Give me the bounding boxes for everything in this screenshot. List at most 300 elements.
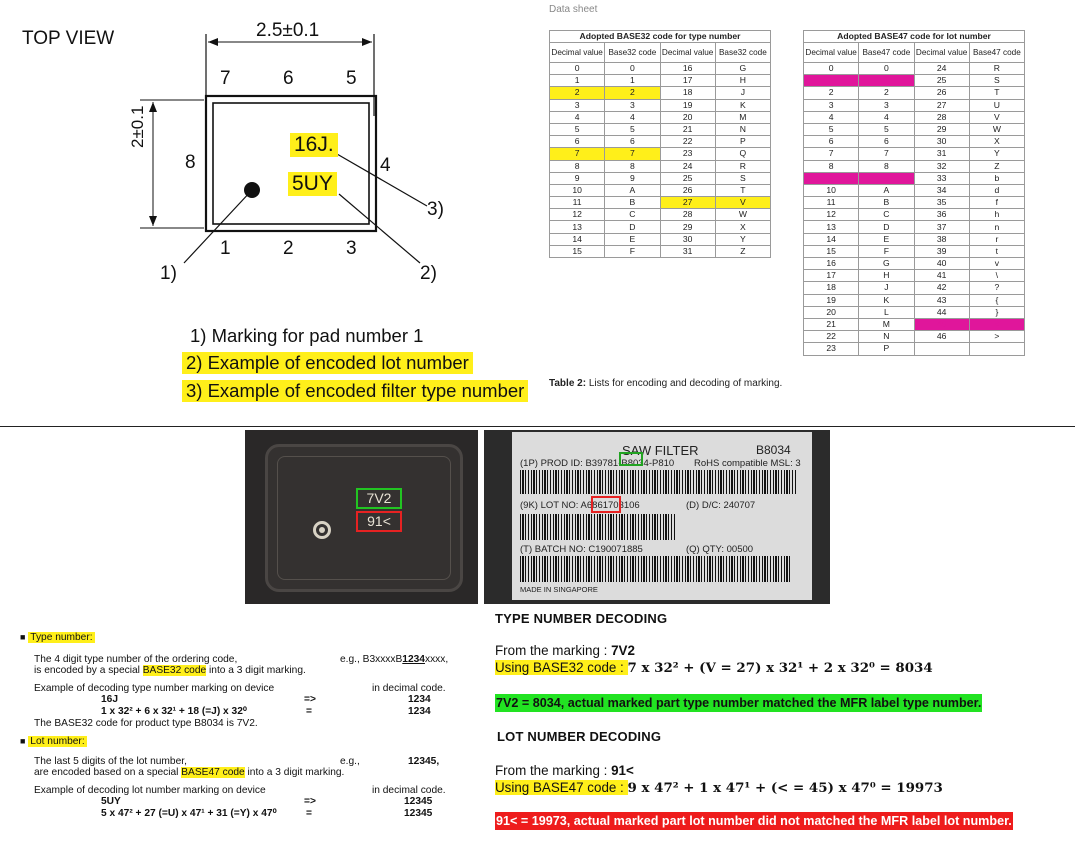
table-row bbox=[550, 245, 771, 257]
table-caption-text: Lists for encoding and decoding of marking. bbox=[586, 378, 783, 389]
table-cell: 44 bbox=[914, 306, 969, 318]
table-cell: 38 bbox=[914, 233, 969, 245]
table-cell: H bbox=[715, 75, 770, 87]
table-cell: 13 bbox=[804, 221, 859, 233]
table-cell: d bbox=[969, 184, 1024, 196]
table-cell: 15 bbox=[804, 245, 859, 257]
type-formula: 1 x 32² + 6 x 32¹ + 18 (=J) x 32⁰ bbox=[101, 706, 247, 717]
table-cell: 32 bbox=[914, 160, 969, 172]
col-header: Base32 code bbox=[715, 43, 770, 63]
type-desc-2a: is encoded by a special bbox=[34, 665, 143, 676]
table-cell: V bbox=[969, 111, 1024, 123]
table-cell: 1 bbox=[605, 75, 660, 87]
type-desc-2b: BASE32 code bbox=[142, 665, 207, 676]
lot-result-banner: 91< = 19973, actual marked part lot number did not matched the MFR label lot number. bbox=[496, 814, 1012, 828]
table-cell: P bbox=[715, 136, 770, 148]
table-cell: S bbox=[715, 172, 770, 184]
table-cell: 5 bbox=[804, 123, 859, 135]
pin1-marker-icon bbox=[313, 521, 331, 539]
pad-4-label: 4 bbox=[380, 155, 391, 176]
table-cell: 31 bbox=[914, 148, 969, 160]
table-cell: B bbox=[605, 197, 660, 209]
type-heading: Type number: bbox=[30, 632, 93, 643]
bullet-icon: ■ bbox=[20, 632, 26, 642]
table-cell: 16 bbox=[660, 63, 715, 75]
table-cell: 23 bbox=[660, 148, 715, 160]
table-cell: J bbox=[715, 87, 770, 99]
table-cell: 9 bbox=[550, 172, 605, 184]
type-using bbox=[495, 660, 933, 676]
type-highlight-box bbox=[619, 452, 643, 466]
table-row bbox=[804, 172, 1025, 184]
marking-type-example: 16J. bbox=[290, 133, 338, 157]
pad-6-label: 6 bbox=[283, 68, 294, 89]
table-cell: \ bbox=[969, 270, 1024, 282]
type-heading-row bbox=[20, 632, 95, 644]
callout-2: 2) bbox=[420, 263, 437, 284]
lot-desc-1: The last 5 digits of the lot number, bbox=[34, 756, 187, 767]
table-cell: 27 bbox=[660, 197, 715, 209]
table-cell: 25 bbox=[660, 172, 715, 184]
table-cell: M bbox=[715, 111, 770, 123]
table-cell: < bbox=[969, 318, 1024, 330]
type-number-section bbox=[20, 632, 470, 732]
table-cell: W bbox=[969, 123, 1024, 135]
table-row bbox=[550, 233, 771, 245]
table-cell: 42 bbox=[914, 282, 969, 294]
table-cell: 19 bbox=[660, 99, 715, 111]
table-caption-label: Table 2: bbox=[549, 378, 587, 389]
lot-arrow: => bbox=[304, 796, 316, 807]
table-cell: 1 bbox=[804, 75, 859, 87]
table-cell: 6 bbox=[804, 136, 859, 148]
barcode-prod bbox=[520, 470, 796, 494]
table-cell: R bbox=[715, 160, 770, 172]
col-header: Decimal value bbox=[660, 43, 715, 63]
type-example-code bbox=[340, 654, 448, 666]
label-photo bbox=[484, 430, 830, 604]
lot-from-label: From the marking : bbox=[495, 763, 612, 778]
lot-from-value: 91< bbox=[611, 763, 634, 778]
lot-highlight-box bbox=[591, 496, 621, 513]
table-cell: r bbox=[969, 233, 1024, 245]
table-cell: 0 bbox=[605, 63, 660, 75]
table-cell: U bbox=[969, 99, 1024, 111]
type-desc-2 bbox=[34, 665, 306, 677]
barcode-batch bbox=[520, 556, 790, 582]
label-rohs: RoHS compatible MSL: 3 bbox=[694, 458, 801, 469]
table-cell: 1 bbox=[550, 75, 605, 87]
table-cell: 21 bbox=[804, 318, 859, 330]
table-cell: 3 bbox=[605, 99, 660, 111]
table-cell: Z bbox=[969, 160, 1024, 172]
table-cell: 16 bbox=[804, 258, 859, 270]
label-part: B8034 bbox=[756, 443, 791, 457]
table-row bbox=[550, 160, 771, 172]
table-cell: 8 bbox=[550, 160, 605, 172]
table-cell: 2 bbox=[859, 87, 914, 99]
table-row bbox=[804, 136, 1025, 148]
divider-line bbox=[0, 426, 1075, 427]
table-cell: 39 bbox=[914, 245, 969, 257]
table-caption bbox=[549, 378, 782, 389]
table-cell: 1 bbox=[859, 75, 914, 87]
table-cell: 34 bbox=[914, 184, 969, 196]
table-cell: 41 bbox=[914, 270, 969, 282]
table-cell: 0 bbox=[859, 63, 914, 75]
base32-table bbox=[549, 30, 771, 258]
table-row bbox=[804, 294, 1025, 306]
table-row bbox=[804, 245, 1025, 257]
table-cell: 7 bbox=[605, 148, 660, 160]
type-from-marking bbox=[495, 643, 635, 658]
type-eg: e.g., B3xxxxB bbox=[340, 654, 403, 665]
table-row bbox=[804, 197, 1025, 209]
table-cell: C bbox=[859, 209, 914, 221]
table-cell: t bbox=[969, 245, 1024, 257]
table-cell: 2 bbox=[605, 87, 660, 99]
table-row bbox=[550, 87, 771, 99]
pad-8-label: 8 bbox=[185, 152, 196, 173]
table-cell: T bbox=[715, 184, 770, 196]
pad-1-label: 1 bbox=[220, 238, 231, 259]
table-cell: A bbox=[859, 184, 914, 196]
table-cell: Y bbox=[715, 233, 770, 245]
table-cell: 24 bbox=[660, 160, 715, 172]
table-cell: 5 bbox=[550, 123, 605, 135]
table-cell: C bbox=[605, 209, 660, 221]
callout-1: 1) bbox=[160, 263, 177, 284]
table-cell: 7 bbox=[859, 148, 914, 160]
type-eg-digits: 1234 bbox=[402, 654, 425, 665]
table-cell: 18 bbox=[804, 282, 859, 294]
lot-desc-2 bbox=[34, 767, 344, 779]
pad-2-label: 2 bbox=[283, 238, 294, 259]
table-row bbox=[550, 111, 771, 123]
table-cell: 11 bbox=[804, 197, 859, 209]
table-row bbox=[804, 209, 1025, 221]
table-row bbox=[804, 331, 1025, 343]
table-row bbox=[804, 148, 1025, 160]
table-row bbox=[804, 258, 1025, 270]
pad-7-label: 7 bbox=[220, 68, 231, 89]
table-row bbox=[550, 99, 771, 111]
type-decoding-title: TYPE NUMBER DECODING bbox=[495, 611, 668, 626]
lot-example-right: in decimal code. bbox=[372, 785, 446, 796]
table-cell: b bbox=[969, 172, 1024, 184]
lot-using bbox=[495, 780, 943, 796]
table-cell: 36 bbox=[914, 209, 969, 221]
table-cell: R bbox=[969, 63, 1024, 75]
lot-desc-2a: are encoded based on a special bbox=[34, 767, 182, 778]
table-cell: 20 bbox=[804, 306, 859, 318]
chip-photo bbox=[245, 430, 478, 604]
table-cell: 29 bbox=[914, 123, 969, 135]
table-cell: 0 bbox=[550, 63, 605, 75]
table-cell: P bbox=[859, 343, 914, 355]
type-from-label: From the marking : bbox=[495, 643, 612, 658]
table-row bbox=[804, 343, 1025, 355]
marking-lot-example: 5UY bbox=[288, 172, 337, 196]
type-eq: = bbox=[306, 706, 312, 717]
table-cell: ? bbox=[969, 282, 1024, 294]
table-cell: 6 bbox=[605, 136, 660, 148]
table-cell: E bbox=[605, 233, 660, 245]
table-row bbox=[550, 197, 771, 209]
table-cell: 9 bbox=[859, 172, 914, 184]
table-cell: 7 bbox=[550, 148, 605, 160]
table-cell: 0 bbox=[804, 63, 859, 75]
lot-desc-2b: BASE47 code bbox=[181, 767, 245, 778]
table-cell: 22 bbox=[804, 331, 859, 343]
col-header: Decimal value bbox=[550, 43, 605, 63]
table-cell: 9 bbox=[605, 172, 660, 184]
table-cell: 28 bbox=[660, 209, 715, 221]
legend-item-2: 2) Example of encoded lot number bbox=[182, 352, 473, 374]
lot-from-marking bbox=[495, 763, 634, 778]
table-row bbox=[804, 270, 1025, 282]
type-example-right: in decimal code. bbox=[372, 683, 446, 694]
table-cell: 4 bbox=[605, 111, 660, 123]
label-title: SAW FILTER bbox=[622, 443, 699, 458]
table-row bbox=[550, 63, 771, 75]
table-cell: 4 bbox=[859, 111, 914, 123]
type-arrow: => bbox=[304, 694, 316, 705]
table-cell: 11 bbox=[550, 197, 605, 209]
table-cell: 30 bbox=[914, 136, 969, 148]
table-cell: 45 bbox=[914, 318, 969, 330]
base47-table-wrap bbox=[803, 30, 1025, 356]
lot-heading-row bbox=[20, 736, 87, 748]
table-cell: 33 bbox=[914, 172, 969, 184]
chip-marking-type bbox=[356, 488, 402, 509]
table-cell: 17 bbox=[660, 75, 715, 87]
table-cell: 3 bbox=[859, 99, 914, 111]
table-cell: V bbox=[715, 197, 770, 209]
table-cell: 21 bbox=[660, 123, 715, 135]
table-row bbox=[550, 209, 771, 221]
table-row bbox=[804, 99, 1025, 111]
type-from-value: 7V2 bbox=[611, 643, 635, 658]
table-cell: 46 bbox=[914, 331, 969, 343]
table-cell: 37 bbox=[914, 221, 969, 233]
table-cell: 20 bbox=[660, 111, 715, 123]
table-cell: J bbox=[859, 282, 914, 294]
col-header: Decimal value bbox=[804, 43, 859, 63]
table-cell: > bbox=[969, 331, 1024, 343]
table-cell: 10 bbox=[550, 184, 605, 196]
table-cell: 8 bbox=[804, 160, 859, 172]
callout-3: 3) bbox=[427, 199, 444, 220]
table-row bbox=[804, 221, 1025, 233]
lot-eg-value: 12345, bbox=[408, 756, 440, 767]
label-prod-id: (1P) PROD ID: B39781-B8034-P810 bbox=[520, 458, 675, 469]
base47-table bbox=[803, 30, 1025, 356]
table-cell: 5 bbox=[605, 123, 660, 135]
table-cell: 12 bbox=[550, 209, 605, 221]
table-cell: 30 bbox=[660, 233, 715, 245]
lot-formula: 5 x 47² + 27 (=U) x 47¹ + 31 (=Y) x 47⁰ bbox=[101, 808, 277, 819]
table-cell: 29 bbox=[660, 221, 715, 233]
type-code: 16J bbox=[101, 694, 118, 705]
col-header: Base47 code bbox=[969, 43, 1024, 63]
table-cell: Z bbox=[715, 245, 770, 257]
table-cell: 6 bbox=[550, 136, 605, 148]
table-cell: n bbox=[969, 221, 1024, 233]
table-row bbox=[804, 282, 1025, 294]
type-example-title: Example of decoding type number marking on device bbox=[34, 683, 275, 694]
table-cell: 40 bbox=[914, 258, 969, 270]
type-using-formula: 7 x 32² + (V = 27) x 32¹ + 2 x 32⁰ = 8034 bbox=[627, 660, 933, 676]
lot-example-title: Example of decoding lot number marking on device bbox=[34, 785, 266, 796]
lot-number-section bbox=[20, 736, 470, 826]
table-cell: L bbox=[859, 306, 914, 318]
table-row bbox=[804, 233, 1025, 245]
type-desc-1: The 4 digit type number of the ordering code, bbox=[34, 654, 238, 665]
table-cell: 13 bbox=[550, 221, 605, 233]
col-header: Decimal value bbox=[914, 43, 969, 63]
table-cell: 8 bbox=[859, 160, 914, 172]
table-cell: 24 bbox=[914, 63, 969, 75]
table-cell: 9 bbox=[804, 172, 859, 184]
table-cell bbox=[969, 343, 1024, 355]
table-cell: A bbox=[605, 184, 660, 196]
table-cell: 6 bbox=[859, 136, 914, 148]
top-view-title: TOP VIEW bbox=[22, 28, 115, 49]
pad-3-label: 3 bbox=[346, 238, 357, 259]
table-cell: 15 bbox=[550, 245, 605, 257]
table-cell: S bbox=[969, 75, 1024, 87]
table-row bbox=[804, 63, 1025, 75]
table-cell: W bbox=[715, 209, 770, 221]
type-note: The BASE32 code for product type B8034 is 7V2. bbox=[34, 718, 258, 729]
table-cell: Y bbox=[969, 148, 1024, 160]
col-header: Base32 code bbox=[605, 43, 660, 63]
type-result-banner: 7V2 = 8034, actual marked part type number matched the MFR label type number. bbox=[496, 696, 982, 710]
lot-eg: e.g., bbox=[340, 756, 360, 767]
table-cell: 19 bbox=[804, 294, 859, 306]
table-cell: F bbox=[859, 245, 914, 257]
table-cell: 31 bbox=[660, 245, 715, 257]
lot-value-2: 12345 bbox=[404, 808, 433, 819]
table-row bbox=[550, 123, 771, 135]
table-cell: M bbox=[859, 318, 914, 330]
table-cell: 17 bbox=[804, 270, 859, 282]
table-cell: 14 bbox=[804, 233, 859, 245]
barcode-lot bbox=[520, 514, 676, 540]
lot-decoding-title: LOT NUMBER DECODING bbox=[497, 729, 662, 744]
table-row bbox=[550, 136, 771, 148]
table-cell: 14 bbox=[550, 233, 605, 245]
base32-caption: Adopted BASE32 code for type number bbox=[550, 31, 771, 43]
table-cell: 12 bbox=[804, 209, 859, 221]
table-cell: X bbox=[969, 136, 1024, 148]
col-header: Base47 code bbox=[859, 43, 914, 63]
table-cell: 43 bbox=[914, 294, 969, 306]
table-cell: 10 bbox=[804, 184, 859, 196]
table-cell: N bbox=[859, 331, 914, 343]
table-cell: { bbox=[969, 294, 1024, 306]
table-row bbox=[804, 111, 1025, 123]
table-cell: K bbox=[859, 294, 914, 306]
table-cell: 26 bbox=[660, 184, 715, 196]
table-cell: D bbox=[605, 221, 660, 233]
table-cell bbox=[914, 343, 969, 355]
table-cell: v bbox=[969, 258, 1024, 270]
width-dimension: 2.5±0.1 bbox=[256, 20, 320, 41]
table-row bbox=[550, 172, 771, 184]
label-date-code: (D) D/C: 240707 bbox=[686, 500, 756, 511]
table-cell: 7 bbox=[804, 148, 859, 160]
lot-value: 12345 bbox=[404, 796, 433, 807]
pad-5-label: 5 bbox=[346, 68, 357, 89]
table-cell: D bbox=[859, 221, 914, 233]
legend-item-3: 3) Example of encoded filter type number bbox=[182, 380, 528, 402]
table-cell: h bbox=[969, 209, 1024, 221]
table-cell: 18 bbox=[660, 87, 715, 99]
table-cell: N bbox=[715, 123, 770, 135]
table-cell: 35 bbox=[914, 197, 969, 209]
table-row bbox=[550, 221, 771, 233]
table-cell: 28 bbox=[914, 111, 969, 123]
table-cell: 23 bbox=[804, 343, 859, 355]
lot-using-formula: 9 x 47² + 1 x 47¹ + (< = 45) x 47⁰ = 19973 bbox=[627, 780, 943, 796]
lot-code: 5UY bbox=[101, 796, 121, 807]
table-row bbox=[804, 160, 1025, 172]
table-row bbox=[550, 184, 771, 196]
type-desc-2c: into a 3 digit marking. bbox=[206, 665, 306, 676]
table-row bbox=[804, 184, 1025, 196]
table-cell: G bbox=[859, 258, 914, 270]
table-row bbox=[804, 318, 1025, 330]
height-dimension: 2±0.1 bbox=[128, 105, 147, 148]
table-cell: 2 bbox=[550, 87, 605, 99]
table-cell: 5 bbox=[859, 123, 914, 135]
label-lot-no: (9K) LOT NO: A6861703106 bbox=[520, 500, 640, 511]
table-row bbox=[804, 123, 1025, 135]
table-cell: 3 bbox=[550, 99, 605, 111]
table-cell: 25 bbox=[914, 75, 969, 87]
lot-heading: Lot number: bbox=[30, 736, 85, 747]
chip-marking-lot bbox=[356, 511, 402, 532]
table-cell: 2 bbox=[804, 87, 859, 99]
table-cell: B bbox=[859, 197, 914, 209]
table-cell: 26 bbox=[914, 87, 969, 99]
table-cell: 4 bbox=[550, 111, 605, 123]
lot-using-label: Using BASE47 code : bbox=[495, 780, 628, 795]
table-cell: f bbox=[969, 197, 1024, 209]
chip-marking-lot-text: 91< bbox=[367, 513, 391, 529]
type-using-label: Using BASE32 code : bbox=[495, 660, 628, 675]
table-cell: F bbox=[605, 245, 660, 257]
lot-eq: = bbox=[306, 808, 312, 819]
type-eg-tail: xxxx, bbox=[424, 654, 449, 665]
label-made-in: MADE IN SINGAPORE bbox=[520, 585, 598, 594]
type-value: 1234 bbox=[408, 694, 431, 705]
table-row bbox=[550, 75, 771, 87]
table-cell: 4 bbox=[804, 111, 859, 123]
table-cell: E bbox=[859, 233, 914, 245]
table-cell: 8 bbox=[605, 160, 660, 172]
chip-marking-type-text: 7V2 bbox=[366, 490, 392, 506]
base32-table-wrap bbox=[549, 30, 771, 258]
label-batch-no: (T) BATCH NO: C190071885 bbox=[520, 544, 643, 555]
table-cell: 3 bbox=[804, 99, 859, 111]
table-cell: G bbox=[715, 63, 770, 75]
legend-item-1: 1) Marking for pad number 1 bbox=[190, 325, 424, 346]
table-cell: 22 bbox=[660, 136, 715, 148]
table-row bbox=[804, 87, 1025, 99]
